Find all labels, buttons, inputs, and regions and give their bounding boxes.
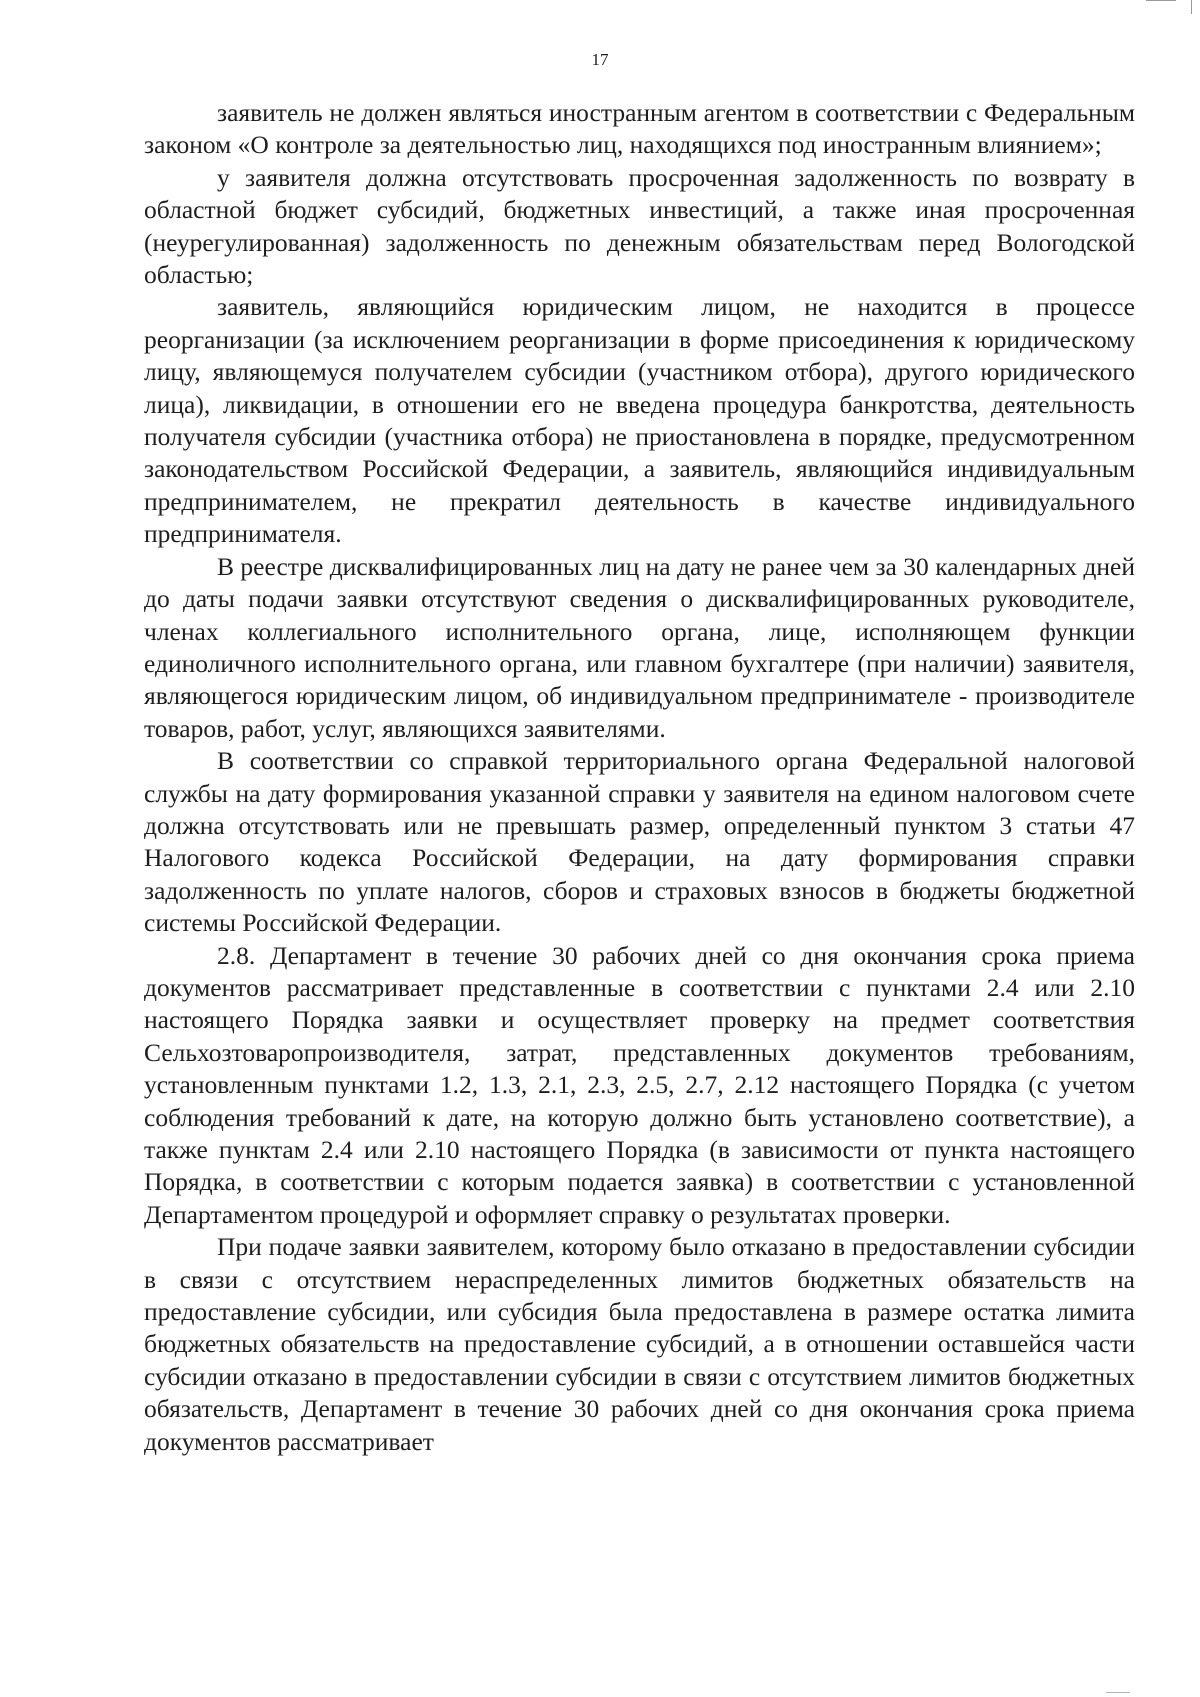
- paragraph-section-2-8: 2.8. Департамент в течение 30 рабочих дней со дня окончания срока приема документов рассматривает представленные в соответствии с пунктами 2.4 или 2.10 настоящего Порядка заявки и осуществляет проверку на предмет соответствия Сельхозтоваропроизводителя, затрат, представленных документов требованиям, установленным пунктами 1.2, 1.3, 2.1, 2.3, 2.5, 2.7, 2.12 настоящего Порядка (с учетом соблюдения требований к дате, на которую должно быть установлено соответствие), а также пунктам 2.4 или 2.10 настоящего Порядка (в зависимости от пункта настоящего Порядка, в соответствии с которым подается заявка) в соответствии с установленной Департаментом процедурой и оформляет справку о результатах проверки.: [144, 940, 1135, 1229]
- paragraph-disqualified-registry: В реестре дисквалифицированных лиц на дату не ранее чем за 30 календарных дней до даты подачи заявки отсутствуют сведения о дисквалифицированных руководителе, членах коллегиального исполнительного органа, лице, исполняющем функции единоличного исполнительного органа, или главном бухгалтере (при наличии) заявителя, являющегося юридическим лицом, об индивидуальном предпринимателе - производителе товаров, работ, услуг, являющихся заявителями.: [144, 551, 1135, 743]
- scan-edge-mark: [1106, 1692, 1130, 1693]
- page-number: 17: [591, 50, 609, 69]
- scan-edge-mark: [1146, 0, 1176, 1]
- scan-edge-mark: [1191, 0, 1192, 14]
- paragraph-tax-certificate: В соответствии со справкой территориального органа Федеральной налоговой службы на дату формирования указанной справки у заявителя на едином налоговом счете должна отсутствовать или не превышать размер, определенный пунктом 3 статьи 47 Налогового кодекса Российской Федерации, на дату формирования справки задолженность по уплате налогов, сборов и страховых взносов в бюджеты бюджетной системы Российской Федерации.: [144, 746, 1135, 938]
- document-body: [144, 97, 1135, 1458]
- paragraph-repeat-application: При подаче заявки заявителем, которому было отказано в предоставлении субсидии в связи с отсутствием нераспределенных лимитов бюджетных обязательств на предоставление субсидии, или субсидия была предоставлена в размере остатка лимита бюджетных обязательств на предоставление субсидий, а в отношении оставшейся части субсидии отказано в предоставлении субсидии в связи с отсутствием лимитов бюджетных обязательств, Департамент в течение 30 рабочих дней со дня окончания срока приема документов рассматривает: [144, 1232, 1135, 1456]
- paragraph-reorganization: заявитель, являющийся юридическим лицом, не находится в процессе реорганизации (за исключением реорганизации в форме присоединения к юридическому лицу, являющемуся получателем субсидии (участником отбора), другого юридического лица), ликвидации, в отношении его не введена процедура банкротства, деятельность получателя субсидии (участника отбора) не приостановлена в порядке, предусмотренном законодательством Российской Федерации, а заявитель, являющийся индивидуальным предпринимателем, не прекратил деятельность в качестве индивидуального предпринимателя.: [144, 292, 1135, 549]
- paragraph-overdue-debt: у заявителя должна отсутствовать просроченная задолженность по возврату в областной бюджет субсидий, бюджетных инвестиций, а также иная просроченная (неурегулированная) задолженность по денежным обязательствам перед Вологодской областью;: [144, 162, 1135, 290]
- paragraph-foreign-agent: заявитель не должен являться иностранным агентом в соответствии с Федеральным законом «О контроле за деятельностью лиц, находящихся под иностранным влиянием»;: [144, 98, 1135, 160]
